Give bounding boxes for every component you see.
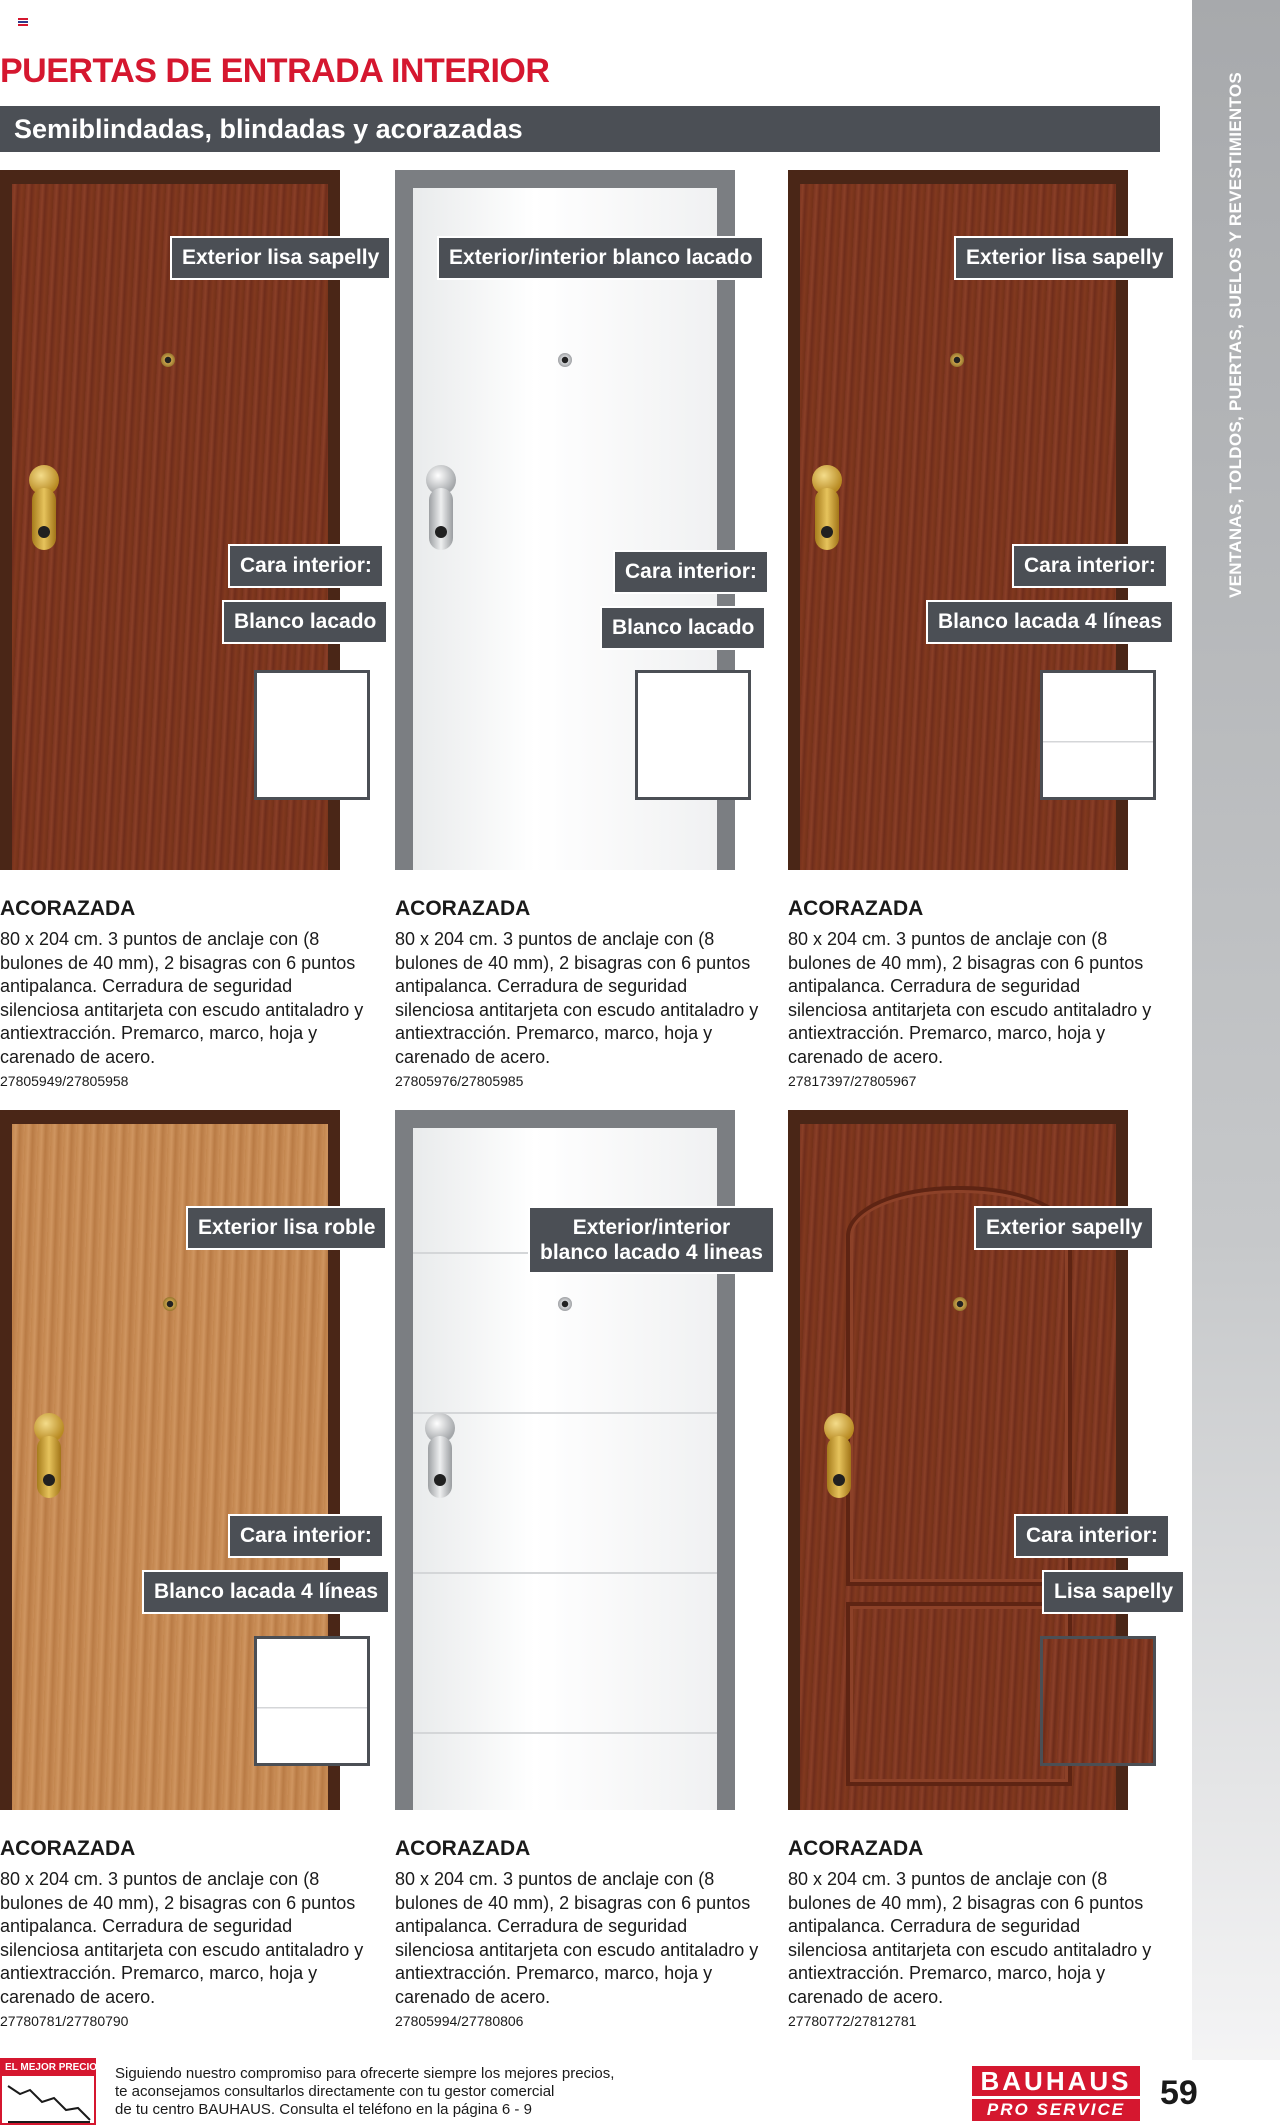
- product-title: ACORAZADA: [395, 1837, 531, 1860]
- exterior-finish-tag: Exterior/interior blanco lacado: [437, 236, 764, 280]
- interior-label-tag: Cara interior:: [1014, 1514, 1170, 1558]
- door-image: [788, 1110, 1174, 1810]
- section-subtitle: Semiblindadas, blindadas y acorazadas: [0, 106, 1160, 152]
- lock-handle-icon: [428, 1436, 452, 1498]
- exterior-finish-tag: Exterior sapelly: [974, 1206, 1154, 1250]
- product-info: [395, 896, 767, 1091]
- interior-finish-tag: Blanco lacado: [600, 606, 766, 650]
- product-description: 80 x 204 cm. 3 puntos de anclaje con (8 bulones de 40 mm), 2 bisagras con 6 puntos antipalanca. Cerradura de seguridad silenciosa antitarjeta con escudo antitaladro y antiextracción. Premarco, marco, hoja y carenado de acero.: [0, 929, 364, 1067]
- lock-handle-icon: [37, 1436, 61, 1498]
- product-description: 80 x 204 cm. 3 puntos de anclaje con (8 bulones de 40 mm), 2 bisagras con 6 puntos antipalanca. Cerradura de seguridad silenciosa antitarjeta con escudo antitaladro y antiextracción. Premarco, marco, hoja y carenado de acero.: [395, 929, 759, 1067]
- interior-swatch: [1040, 670, 1156, 800]
- product-description: 80 x 204 cm. 3 puntos de anclaje con (8 bulones de 40 mm), 2 bisagras con 6 puntos antipalanca. Cerradura de seguridad silenciosa antitarjeta con escudo antitaladro y antiextracción. Premarco, marco, hoja y carenado de acero.: [788, 1869, 1152, 2007]
- product-info: [0, 896, 372, 1091]
- product-description: 80 x 204 cm. 3 puntos de anclaje con (8 bulones de 40 mm), 2 bisagras con 6 puntos antipalanca. Cerradura de seguridad silenciosa antitarjeta con escudo antitaladro y antiextracción. Premarco, marco, hoja y carenado de acero.: [788, 929, 1152, 1067]
- product-description: 80 x 204 cm. 3 puntos de anclaje con (8 bulones de 40 mm), 2 bisagras con 6 puntos antipalanca. Cerradura de seguridad silenciosa antitarjeta con escudo antitaladro y antiextracción. Premarco, marco, hoja y carenado de acero.: [0, 1869, 364, 2007]
- footer-note: [115, 2065, 614, 2119]
- bauhaus-logo[interactable]: [972, 2066, 1140, 2122]
- peephole-icon: [161, 353, 175, 367]
- price-down-chart-icon: [6, 2080, 92, 2124]
- product-title: ACORAZADA: [788, 897, 924, 920]
- footer-note-line2: te aconsejamos consultarlos directamente con tu gestor comercial: [115, 2083, 555, 2100]
- door-image: [395, 170, 765, 870]
- lock-handle-icon: [827, 1436, 851, 1498]
- peephole-icon: [558, 1297, 572, 1311]
- best-price-badge-label: EL MEJOR PRECIO: [2, 2060, 94, 2076]
- exterior-finish-line1: Exterior/interior: [572, 1216, 731, 1239]
- peephole-icon: [558, 353, 572, 367]
- interior-finish-tag: Blanco lacada 4 líneas: [142, 1570, 390, 1614]
- door-groove-line: [413, 1412, 717, 1414]
- product-refs: 27805949/27805958: [0, 1073, 129, 1089]
- page-number: 59: [1160, 2074, 1198, 2112]
- peephole-icon: [163, 1297, 177, 1311]
- peephole-icon: [950, 353, 964, 367]
- best-price-badge: [0, 2058, 96, 2125]
- door-image: [788, 170, 1164, 870]
- side-category-label-wrap: [1192, 0, 1280, 600]
- product-info: [395, 1836, 767, 2031]
- bauhaus-logo-top: BAUHAUS: [972, 2066, 1140, 2096]
- door-groove-line: [413, 1572, 717, 1574]
- side-category-label: VENTANAS, TOLDOS, PUERTAS, SUELOS Y REVESTIMIENTOS: [1226, 71, 1245, 599]
- lock-handle-icon: [32, 488, 56, 550]
- product-refs: 27780781/27780790: [0, 2013, 129, 2029]
- footer-note-line1: Siguiendo nuestro compromiso para ofrecerte siempre los mejores precios,: [115, 2065, 615, 2082]
- exterior-finish-line2: blanco lacado 4 lineas: [540, 1241, 763, 1264]
- interior-finish-tag: Lisa sapelly: [1042, 1570, 1185, 1614]
- lock-handle-icon: [815, 488, 839, 550]
- product-refs: 27817397/27805967: [788, 1073, 917, 1089]
- exterior-finish-tag: Exterior lisa sapelly: [954, 236, 1175, 280]
- interior-swatch: [254, 670, 370, 800]
- product-title: ACORAZADA: [788, 1837, 924, 1860]
- product-refs: 27780772/27812781: [788, 2013, 917, 2029]
- door-groove-line: [413, 1732, 717, 1734]
- product-refs: 27805994/27780806: [395, 2013, 524, 2029]
- door-image: [0, 1110, 379, 1810]
- interior-finish-tag: Blanco lacado: [222, 600, 388, 644]
- door-panel-lower: [846, 1602, 1072, 1786]
- flag-icon: [18, 18, 28, 26]
- exterior-finish-tag: Exterior lisa sapelly: [170, 236, 391, 280]
- product-description: 80 x 204 cm. 3 puntos de anclaje con (8 bulones de 40 mm), 2 bisagras con 6 puntos antipalanca. Cerradura de seguridad silenciosa antitarjeta con escudo antitaladro y antiextracción. Premarco, marco, hoja y carenado de acero.: [395, 1869, 759, 2007]
- product-info: [788, 896, 1160, 1091]
- product-refs: 27805976/27805985: [395, 1073, 524, 1089]
- door-image: [395, 1110, 765, 1810]
- interior-label-tag: Cara interior:: [613, 550, 769, 594]
- exterior-finish-tag: Exterior lisa roble: [186, 1206, 387, 1250]
- footer-note-line3: de tu centro BAUHAUS. Consulta el teléfono en la página 6 - 9: [115, 2101, 532, 2118]
- product-title: ACORAZADA: [0, 897, 136, 920]
- interior-swatch: [254, 1636, 370, 1766]
- door-image: [0, 170, 380, 870]
- page-title: PUERTAS DE ENTRADA INTERIOR: [0, 52, 550, 90]
- interior-swatch: [635, 670, 751, 800]
- interior-label-tag: Cara interior:: [228, 1514, 384, 1558]
- interior-swatch: [1040, 1636, 1156, 1766]
- product-info: [788, 1836, 1160, 2031]
- bauhaus-logo-bottom: PRO SERVICE: [972, 2099, 1140, 2121]
- lock-handle-icon: [429, 488, 453, 550]
- product-title: ACORAZADA: [0, 1837, 136, 1860]
- peephole-icon: [953, 1297, 967, 1311]
- product-info: [0, 1836, 372, 2031]
- exterior-finish-tag: [528, 1206, 775, 1274]
- interior-finish-tag: Blanco lacada 4 líneas: [926, 600, 1174, 644]
- interior-label-tag: Cara interior:: [1012, 544, 1168, 588]
- interior-label-tag: Cara interior:: [228, 544, 384, 588]
- product-title: ACORAZADA: [395, 897, 531, 920]
